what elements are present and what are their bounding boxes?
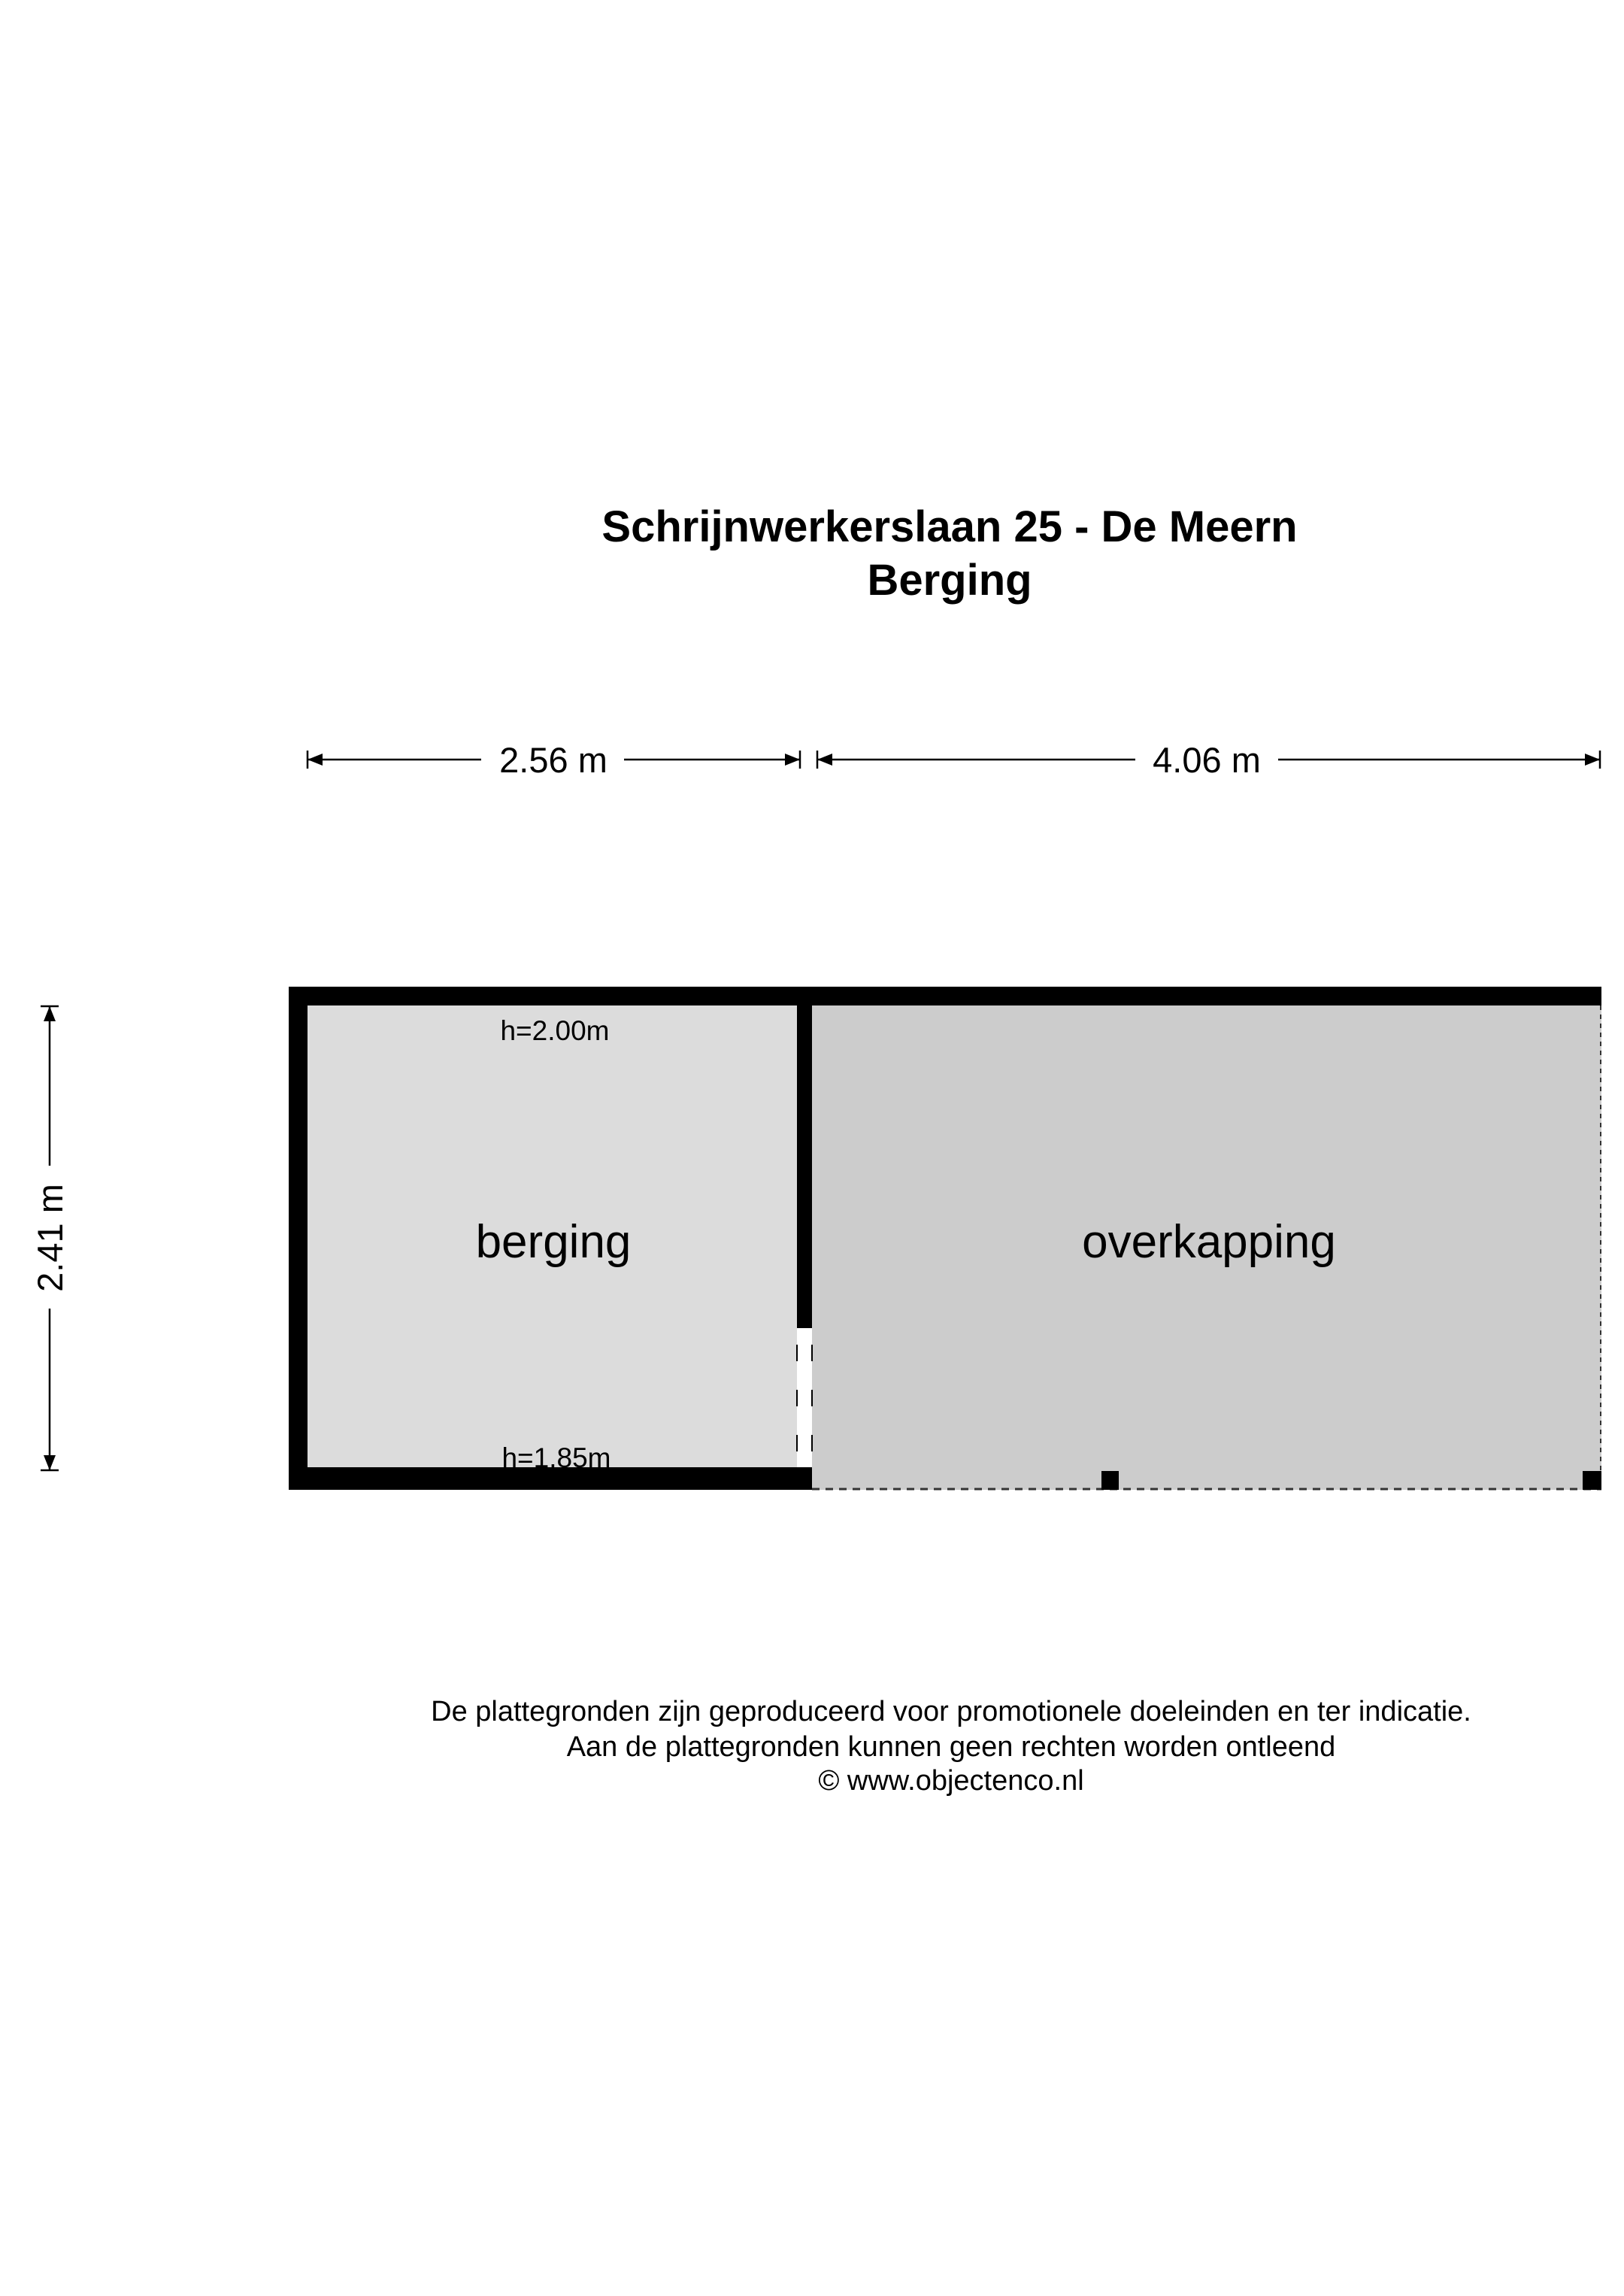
room-height-top: h=2.00m — [500, 1015, 610, 1046]
room-label-berging: berging — [475, 1216, 632, 1268]
room-label-overkapping: overkapping — [1082, 1216, 1336, 1268]
copyright: © www.objectenco.nl — [818, 1765, 1084, 1797]
room-height-bottom: h=1.85m — [501, 1442, 611, 1473]
disclaimer-line-1: De plattegronden zijn geproduceerd voor promotionele doeleinden en ter indicatie. — [431, 1696, 1471, 1727]
floor-title: Berging — [867, 556, 1032, 605]
dimension-depth — [30, 1006, 70, 1470]
dimension-label: 4.06 m — [1153, 740, 1261, 780]
door-opening — [797, 1328, 812, 1467]
post — [1583, 1471, 1601, 1490]
dimension-width-right — [817, 737, 1600, 782]
dimension-label: 2.41 m — [30, 1184, 70, 1292]
post — [1101, 1471, 1119, 1490]
dimension-label: 2.56 m — [499, 740, 607, 780]
dimension-width-left — [308, 737, 800, 782]
disclaimer-line-2: Aan de plattegronden kunnen geen rechten worden ontleend — [566, 1731, 1336, 1763]
plan-title: Schrijnwerkerslaan 25 - De Meern — [601, 502, 1298, 551]
